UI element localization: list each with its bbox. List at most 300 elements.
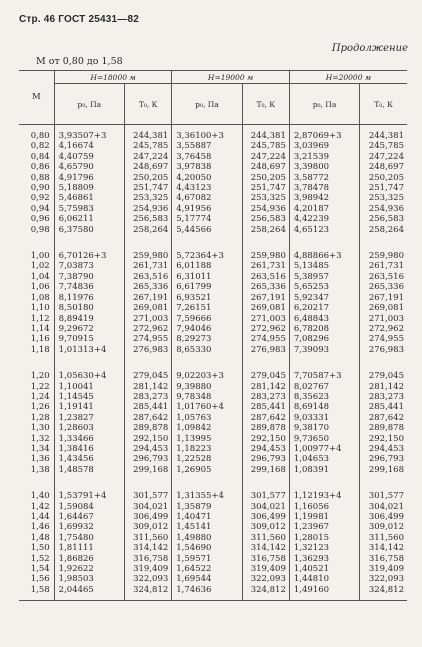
temperature-19000-cell: 311,560 (242, 533, 289, 543)
pressure-19000-cell: 6,01188 (172, 261, 242, 271)
pressure-19000-cell: 4,43123 (172, 183, 242, 193)
table-row (19, 293, 407, 303)
table-row (19, 193, 407, 203)
temperature-19000-cell: 296,793 (242, 454, 289, 464)
pressure-18000-cell: 4,16674 (54, 141, 124, 151)
pressure-20000-cell: 9,03331 (289, 413, 359, 423)
table-row (19, 465, 407, 475)
m-value-cell: 1,34 (30, 443, 50, 454)
temperature-18000-cell: 259,980 (125, 251, 172, 261)
page-header: Стр. 46 ГОСТ 25431—82 (19, 14, 139, 25)
column-header-altitude-3: H=20000 м (289, 71, 407, 84)
table-row (19, 454, 407, 464)
temperature-18000-cell: 319,409 (125, 564, 172, 574)
table-row (19, 543, 407, 553)
pressure-20000-cell: 6,48843 (289, 314, 359, 324)
temperature-18000-cell: 304,021 (125, 502, 172, 512)
m-value-cell: 0,80 (30, 131, 50, 141)
column-header-temperature: T₀, К (125, 84, 172, 125)
column-header-temperature: T₀, К (242, 84, 289, 125)
pressure-18000-cell: 4,65790 (54, 162, 124, 172)
temperature-20000-cell: 287,642 (360, 413, 407, 423)
pressure-18000-cell: 1,43456 (54, 454, 124, 464)
pressure-20000-cell: 4,42239 (289, 214, 359, 224)
temperature-18000-cell: 244,381 (125, 131, 172, 141)
pressure-18000-cell: 8,89419 (54, 314, 124, 324)
temperature-18000-cell: 261,731 (125, 261, 172, 271)
temperature-20000-cell: 272,962 (360, 324, 407, 334)
temperature-20000-cell: 269,081 (360, 303, 407, 313)
pressure-18000-cell: 3,93507+3 (54, 131, 124, 141)
temperature-20000-cell: 283,273 (360, 392, 407, 402)
pressure-19000-cell: 9,78348 (172, 392, 242, 402)
m-value-cell: 0,94 (30, 203, 50, 214)
temperature-19000-cell: 256,583 (242, 214, 289, 224)
table-row (19, 214, 407, 224)
pressure-19000-cell: 9,39880 (172, 382, 242, 392)
pressure-20000-cell: 5,92347 (289, 293, 359, 303)
pressure-20000-cell: 1,44810 (289, 574, 359, 584)
table-row (19, 444, 407, 454)
temperature-18000-cell: 285,441 (125, 402, 172, 412)
temperature-20000-cell: 316,758 (360, 554, 407, 564)
table-row (19, 303, 407, 313)
table-row (19, 564, 407, 574)
temperature-18000-cell: 245,785 (125, 141, 172, 151)
temperature-18000-cell: 299,168 (125, 465, 172, 475)
m-value-cell: 1,44 (30, 512, 50, 522)
pressure-18000-cell: 1,98503 (54, 574, 124, 584)
temperature-18000-cell: 253,325 (125, 193, 172, 203)
temperature-18000-cell: 254,936 (125, 204, 172, 214)
temperature-19000-cell: 299,168 (242, 465, 289, 475)
pressure-19000-cell: 3,55887 (172, 141, 242, 151)
temperature-19000-cell: 251,747 (242, 183, 289, 193)
m-value-cell: 0,82 (30, 141, 50, 152)
temperature-18000-cell: 250,205 (125, 173, 172, 183)
pressure-20000-cell: 3,21539 (289, 152, 359, 162)
temperature-20000-cell: 279,045 (360, 371, 407, 381)
pressure-20000-cell: 3,78478 (289, 183, 359, 193)
temperature-20000-cell: 294,453 (360, 444, 407, 454)
temperature-20000-cell: 261,731 (360, 261, 407, 271)
table-row (19, 324, 407, 334)
temperature-18000-cell: 272,962 (125, 324, 172, 334)
pressure-19000-cell: 6,31011 (172, 272, 242, 282)
temperature-19000-cell: 250,205 (242, 173, 289, 183)
pressure-19000-cell: 3,36100+3 (172, 131, 242, 141)
pressure-19000-cell: 1,64522 (172, 564, 242, 574)
m-value-cell: 1,54 (30, 564, 50, 575)
table-row (19, 512, 407, 522)
spacer-row (19, 475, 407, 491)
pressure-19000-cell: 1,05763 (172, 413, 242, 423)
pressure-20000-cell: 3,39800 (289, 162, 359, 172)
temperature-20000-cell: 292,150 (360, 434, 407, 444)
temperature-19000-cell: 281,142 (242, 382, 289, 392)
pressure-18000-cell: 1,28603 (54, 423, 124, 433)
m-value-cell: 1,16 (30, 334, 50, 345)
pressure-20000-cell: 1,19981 (289, 512, 359, 522)
pressure-18000-cell: 1,14545 (54, 392, 124, 402)
pressure-19000-cell: 1,45141 (172, 522, 242, 532)
temperature-20000-cell: 301,577 (360, 491, 407, 501)
pressure-20000-cell: 5,13485 (289, 261, 359, 271)
pressure-18000-cell: 7,38790 (54, 272, 124, 282)
pressure-19000-cell: 1,18223 (172, 444, 242, 454)
pressure-18000-cell: 1,86826 (54, 554, 124, 564)
table-row (19, 162, 407, 172)
pressure-19000-cell: 1,01760+4 (172, 402, 242, 412)
temperature-20000-cell: 271,003 (360, 314, 407, 324)
pressure-18000-cell: 1,69932 (54, 522, 124, 532)
pressure-18000-cell: 1,01313+4 (54, 345, 124, 355)
pressure-19000-cell: 1,69544 (172, 574, 242, 584)
temperature-18000-cell: 309,012 (125, 522, 172, 532)
pressure-18000-cell: 1,38416 (54, 444, 124, 454)
temperature-18000-cell: 292,150 (125, 434, 172, 444)
pressure-18000-cell: 7,74836 (54, 282, 124, 292)
pressure-20000-cell: 1,36293 (289, 554, 359, 564)
temperature-19000-cell: 248,697 (242, 162, 289, 172)
column-header-m: M (19, 71, 54, 125)
pressure-20000-cell: 1,23967 (289, 522, 359, 532)
pressure-19000-cell: 1,13995 (172, 434, 242, 444)
m-value-cell: 1,50 (30, 543, 50, 554)
temperature-19000-cell: 272,962 (242, 324, 289, 334)
temperature-18000-cell: 301,577 (125, 491, 172, 501)
pressure-20000-cell: 7,39093 (289, 345, 359, 355)
temperature-18000-cell: 276,983 (125, 345, 172, 355)
temperature-20000-cell: 259,980 (360, 251, 407, 261)
pressure-20000-cell: 9,38170 (289, 423, 359, 433)
m-value-cell: 0,88 (30, 172, 50, 183)
pressure-18000-cell: 1,92622 (54, 564, 124, 574)
continuation-label: Продолжение (331, 43, 408, 54)
temperature-20000-cell: 304,021 (360, 502, 407, 512)
pressure-20000-cell: 6,20217 (289, 303, 359, 313)
temperature-19000-cell: 304,021 (242, 502, 289, 512)
m-value-cell: 0,96 (30, 214, 50, 225)
temperature-18000-cell: 289,878 (125, 423, 172, 433)
m-value-cell: 1,20 (30, 371, 50, 382)
pressure-19000-cell: 1,59571 (172, 554, 242, 564)
temperature-18000-cell: 258,264 (125, 225, 172, 235)
range-caption: M от 0,80 до 1,58 (36, 56, 123, 67)
pressure-19000-cell: 1,35879 (172, 502, 242, 512)
temperature-19000-cell: 294,453 (242, 444, 289, 454)
temperature-18000-cell: 279,045 (125, 371, 172, 381)
pressure-20000-cell: 8,69148 (289, 402, 359, 412)
temperature-19000-cell: 289,878 (242, 423, 289, 433)
temperature-20000-cell: 248,697 (360, 162, 407, 172)
temperature-20000-cell: 324,812 (360, 585, 407, 595)
pressure-20000-cell: 8,02767 (289, 382, 359, 392)
header-row-altitude (19, 71, 407, 84)
pressure-19000-cell: 5,72364+3 (172, 251, 242, 261)
pressure-19000-cell: 1,74636 (172, 585, 242, 595)
m-value-cell: 1,14 (30, 323, 50, 334)
pressure-19000-cell: 1,26905 (172, 465, 242, 475)
temperature-19000-cell: 316,758 (242, 554, 289, 564)
pressure-18000-cell: 1,59084 (54, 502, 124, 512)
m-value-cell: 0,92 (30, 193, 50, 204)
temperature-20000-cell: 244,381 (360, 131, 407, 141)
m-value-cell: 1,12 (30, 313, 50, 324)
temperature-19000-cell: 324,812 (242, 585, 289, 595)
pressure-19000-cell: 7,59666 (172, 314, 242, 324)
m-value-cell: 1,08 (30, 292, 50, 303)
temperature-20000-cell: 253,325 (360, 193, 407, 203)
pressure-20000-cell: 1,12193+4 (289, 491, 359, 501)
temperature-18000-cell: 287,642 (125, 413, 172, 423)
column-header-temperature: T₀, К (360, 84, 407, 125)
table-row (19, 204, 407, 214)
temperature-20000-cell: 289,878 (360, 423, 407, 433)
temperature-19000-cell: 279,045 (242, 371, 289, 381)
pressure-20000-cell: 1,28015 (289, 533, 359, 543)
table-row (19, 382, 407, 392)
temperature-18000-cell: 306,499 (125, 512, 172, 522)
pressure-20000-cell: 1,32123 (289, 543, 359, 553)
temperature-20000-cell: 306,499 (360, 512, 407, 522)
table-row (19, 434, 407, 444)
pressure-18000-cell: 8,50180 (54, 303, 124, 313)
temperature-19000-cell: 271,003 (242, 314, 289, 324)
pressure-18000-cell: 2,04465 (54, 585, 124, 595)
pressure-20000-cell: 8,35623 (289, 392, 359, 402)
temperature-20000-cell: 256,583 (360, 214, 407, 224)
temperature-19000-cell: 283,273 (242, 392, 289, 402)
pressure-19000-cell: 9,02203+3 (172, 371, 242, 381)
pressure-20000-cell: 1,08391 (289, 465, 359, 475)
pressure-20000-cell: 7,70587+3 (289, 371, 359, 381)
pressure-20000-cell: 4,65123 (289, 225, 359, 235)
pressure-18000-cell: 1,75480 (54, 533, 124, 543)
table-row (19, 522, 407, 532)
pressure-19000-cell: 1,54690 (172, 543, 242, 553)
m-value-cell: 1,24 (30, 391, 50, 402)
temperature-19000-cell: 319,409 (242, 564, 289, 574)
pressure-18000-cell: 1,81111 (54, 543, 124, 553)
temperature-19000-cell: 267,191 (242, 293, 289, 303)
m-value-cell: 1,30 (30, 423, 50, 434)
pressure-18000-cell: 1,10041 (54, 382, 124, 392)
temperature-18000-cell: 311,560 (125, 533, 172, 543)
temperature-19000-cell: 258,264 (242, 225, 289, 235)
m-value-cell: 1,18 (30, 344, 50, 355)
temperature-20000-cell: 245,785 (360, 141, 407, 151)
pressure-20000-cell: 5,38957 (289, 272, 359, 282)
spacer-row (19, 235, 407, 251)
pressure-18000-cell: 4,40759 (54, 152, 124, 162)
pressure-19000-cell: 7,94046 (172, 324, 242, 334)
temperature-18000-cell: 316,758 (125, 554, 172, 564)
temperature-20000-cell: 296,793 (360, 454, 407, 464)
m-value-cell: 1,48 (30, 532, 50, 543)
temperature-18000-cell: 322,093 (125, 574, 172, 584)
temperature-19000-cell: 265,336 (242, 282, 289, 292)
pressure-18000-cell: 1,64467 (54, 512, 124, 522)
m-value-cell: 1,46 (30, 522, 50, 533)
temperature-20000-cell: 265,336 (360, 282, 407, 292)
table-row (19, 261, 407, 271)
temperature-18000-cell: 269,081 (125, 303, 172, 313)
pressure-18000-cell: 6,70126+3 (54, 251, 124, 261)
temperature-20000-cell: 267,191 (360, 293, 407, 303)
temperature-19000-cell: 263,516 (242, 272, 289, 282)
m-value-cell: 1,56 (30, 574, 50, 585)
pressure-20000-cell: 9,73650 (289, 434, 359, 444)
temperature-20000-cell: 247,224 (360, 152, 407, 162)
m-value-cell: 1,32 (30, 433, 50, 444)
pressure-20000-cell: 1,16056 (289, 502, 359, 512)
temperature-19000-cell: 269,081 (242, 303, 289, 313)
temperature-18000-cell: 271,003 (125, 314, 172, 324)
column-header-pressure: p₀, Па (172, 84, 242, 125)
pressure-19000-cell: 8,65330 (172, 345, 242, 355)
table-row (19, 533, 407, 543)
atmosphere-table (19, 70, 407, 601)
temperature-20000-cell: 309,012 (360, 522, 407, 532)
m-value-cell: 1,04 (30, 271, 50, 282)
table-row (19, 345, 407, 355)
temperature-19000-cell: 253,325 (242, 193, 289, 203)
temperature-20000-cell: 285,441 (360, 402, 407, 412)
temperature-19000-cell: 274,955 (242, 334, 289, 344)
pressure-20000-cell: 4,20187 (289, 204, 359, 214)
temperature-20000-cell: 299,168 (360, 465, 407, 475)
temperature-20000-cell: 274,955 (360, 334, 407, 344)
temperature-19000-cell: 314,142 (242, 543, 289, 553)
temperature-19000-cell: 245,785 (242, 141, 289, 151)
temperature-20000-cell: 314,142 (360, 543, 407, 553)
pressure-20000-cell: 6,78208 (289, 324, 359, 334)
temperature-18000-cell: 296,793 (125, 454, 172, 464)
table-row (19, 491, 407, 501)
table-row (19, 502, 407, 512)
pressure-20000-cell: 7,08296 (289, 334, 359, 344)
temperature-18000-cell: 324,812 (125, 585, 172, 595)
pressure-18000-cell: 9,29672 (54, 324, 124, 334)
pressure-20000-cell: 2,87069+3 (289, 131, 359, 141)
temperature-20000-cell: 258,264 (360, 225, 407, 235)
pressure-20000-cell: 1,49160 (289, 585, 359, 595)
column-header-pressure: p₀, Па (289, 84, 359, 125)
table-row (19, 334, 407, 344)
pressure-19000-cell: 4,67082 (172, 193, 242, 203)
temperature-19000-cell: 306,499 (242, 512, 289, 522)
temperature-20000-cell: 263,516 (360, 272, 407, 282)
column-header-altitude-2: H=19000 м (172, 71, 290, 84)
temperature-19000-cell: 309,012 (242, 522, 289, 532)
pressure-19000-cell: 3,97838 (172, 162, 242, 172)
pressure-19000-cell: 8,29273 (172, 334, 242, 344)
temperature-19000-cell: 322,093 (242, 574, 289, 584)
pressure-19000-cell: 6,61799 (172, 282, 242, 292)
pressure-20000-cell: 1,40521 (289, 564, 359, 574)
temperature-19000-cell: 292,150 (242, 434, 289, 444)
table-row (19, 314, 407, 324)
pressure-20000-cell: 1,00977+4 (289, 444, 359, 454)
m-value-cell: 0,98 (30, 224, 50, 235)
table-row (19, 272, 407, 282)
temperature-19000-cell: 261,731 (242, 261, 289, 271)
m-value-cell: 1,02 (30, 261, 50, 272)
temperature-18000-cell: 267,191 (125, 293, 172, 303)
temperature-19000-cell: 301,577 (242, 491, 289, 501)
m-value-cell: 1,52 (30, 553, 50, 564)
pressure-19000-cell: 1,31355+4 (172, 491, 242, 501)
pressure-19000-cell: 1,40471 (172, 512, 242, 522)
m-value-cell: 1,36 (30, 454, 50, 465)
header-row-units (19, 84, 407, 125)
m-value-cell: 1,00 (30, 251, 50, 262)
pressure-18000-cell: 6,37580 (54, 225, 124, 235)
pressure-18000-cell: 5,18809 (54, 183, 124, 193)
table-row (19, 225, 407, 235)
temperature-20000-cell: 250,205 (360, 173, 407, 183)
temperature-18000-cell: 263,516 (125, 272, 172, 282)
pressure-20000-cell: 3,03969 (289, 141, 359, 151)
pressure-18000-cell: 9,70915 (54, 334, 124, 344)
temperature-19000-cell: 285,441 (242, 402, 289, 412)
pressure-19000-cell: 1,22528 (172, 454, 242, 464)
temperature-18000-cell: 283,273 (125, 392, 172, 402)
temperature-20000-cell: 281,142 (360, 382, 407, 392)
table-row (19, 402, 407, 412)
pressure-18000-cell: 7,03873 (54, 261, 124, 271)
temperature-20000-cell: 251,747 (360, 183, 407, 193)
pressure-19000-cell: 1,49880 (172, 533, 242, 543)
pressure-18000-cell: 5,75983 (54, 204, 124, 214)
table-row (19, 574, 407, 584)
pressure-18000-cell: 1,23827 (54, 413, 124, 423)
pressure-18000-cell: 5,46861 (54, 193, 124, 203)
temperature-19000-cell: 254,936 (242, 204, 289, 214)
table-body (19, 125, 407, 601)
pressure-19000-cell: 6,93521 (172, 293, 242, 303)
table-row (19, 585, 407, 595)
pressure-19000-cell: 1,09842 (172, 423, 242, 433)
m-value-cell: 1,40 (30, 491, 50, 502)
m-value-cell: 0,84 (30, 151, 50, 162)
pressure-19000-cell: 4,20050 (172, 173, 242, 183)
temperature-20000-cell: 276,983 (360, 345, 407, 355)
spacer-row (19, 595, 407, 601)
pressure-19000-cell: 5,17774 (172, 214, 242, 224)
m-value-cell: 1,26 (30, 402, 50, 413)
temperature-19000-cell: 287,642 (242, 413, 289, 423)
m-value-cell: 0,86 (30, 162, 50, 173)
table-row (19, 392, 407, 402)
temperature-19000-cell: 244,381 (242, 131, 289, 141)
temperature-19000-cell: 276,983 (242, 345, 289, 355)
table-row (19, 173, 407, 183)
table-row (19, 183, 407, 193)
column-header-pressure: p₀, Па (54, 84, 124, 125)
pressure-18000-cell: 4,91796 (54, 173, 124, 183)
pressure-20000-cell: 3,58772 (289, 173, 359, 183)
m-value-cell: 1,38 (30, 464, 50, 475)
pressure-20000-cell: 4,88866+3 (289, 251, 359, 261)
temperature-18000-cell: 265,336 (125, 282, 172, 292)
temperature-18000-cell: 248,697 (125, 162, 172, 172)
m-value-cell: 1,28 (30, 412, 50, 423)
pressure-18000-cell: 1,53791+4 (54, 491, 124, 501)
pressure-20000-cell: 5,65253 (289, 282, 359, 292)
temperature-18000-cell: 274,955 (125, 334, 172, 344)
